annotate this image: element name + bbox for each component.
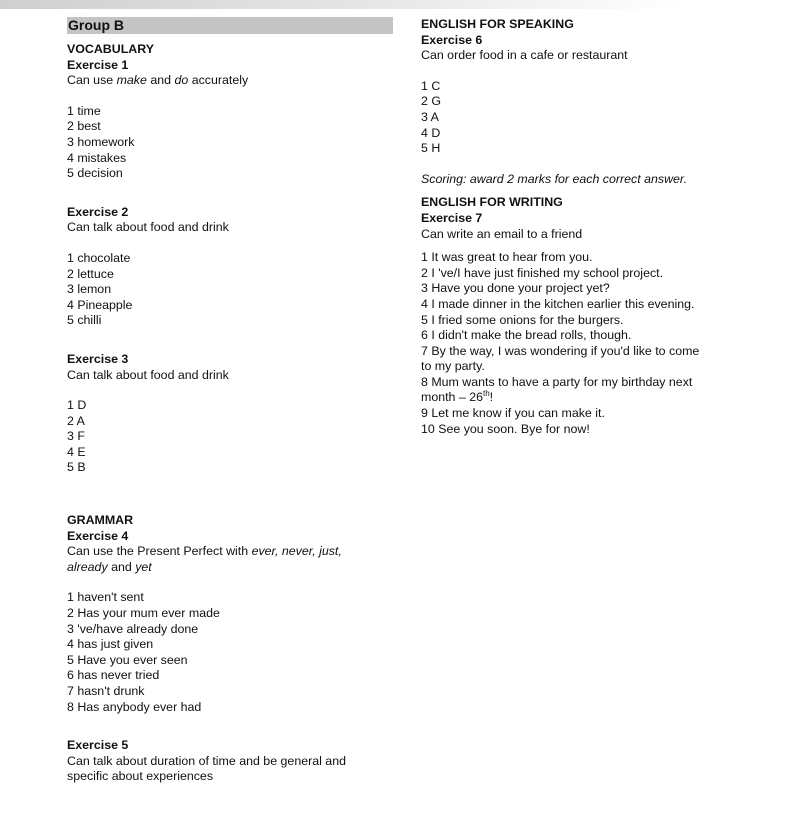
answer-item: 8 Has anybody ever had [67,699,202,714]
answer-item: 7 By the way, I was wondering if you'd like to come [421,343,700,358]
exercise-4-answers [67,590,393,715]
grammar-heading: GRAMMAR [67,513,134,528]
vocabulary-heading: VOCABULARY [67,42,154,56]
answer-item: 2 Has your mum ever made [67,606,220,621]
answer-item: 6 has never tried [67,668,160,683]
answer-item-continued: to my party. [421,359,485,374]
exercise-5-title: Exercise 5 [67,738,129,753]
answer-item: 5 I fried some onions for the burgers. [421,312,624,327]
exercise-7-answers [421,250,756,437]
exercise-4-title: Exercise 4 [67,528,129,543]
scoring-note: Scoring: award 2 marks for each correct answer. [421,171,688,186]
answer-item: 5 decision [67,166,123,181]
exercise-6-description: Can order food in a cafe or restaurant [421,48,628,63]
answer-item: 2 best [67,119,101,134]
answer-item: 4 E [67,444,86,459]
answer-item: 1 time [67,103,101,118]
answer-item: 4 D [421,125,441,140]
exercise-7-description: Can write an email to a friend [421,226,583,241]
answer-item: 2 I 've/I have just finished my school project. [421,265,664,280]
answer-item: 3 A [421,109,439,124]
answer-item: 2 lettuce [67,266,114,281]
exercise-4-description: Can use the Present Perfect with ever, never, just, already and yet [67,544,342,574]
answer-item: 9 Let me know if you can make it. [421,406,605,421]
exercise-2-title: Exercise 2 [67,204,129,219]
top-decorative-bar [0,0,810,9]
answer-item: 1 D [67,398,87,413]
answer-item: 3 lemon [67,282,112,297]
answer-item: 8 Mum wants to have a party for my birthday next [421,374,693,389]
exercise-1-answers [67,104,393,182]
exercise-6-title: Exercise 6 [421,32,483,47]
answer-item: 5 chilli [67,313,102,328]
answer-item: 4 mistakes [67,150,127,165]
exercise-3-title: Exercise 3 [67,351,129,366]
answer-item: 4 Pineapple [67,297,133,312]
answer-item: 1 haven't sent [67,590,144,605]
answer-item: 7 hasn't drunk [67,684,145,698]
exercise-3-description: Can talk about food and drink [67,367,229,382]
answer-item: 3 Have you done your project yet? [421,281,610,296]
answer-item: 3 homework [67,134,135,149]
answer-item: 1 It was great to hear from you. [421,250,593,265]
exercise-1-description: Can use make and do accurately [67,73,249,88]
exercise-7-title: Exercise 7 [421,210,483,225]
group-title: Group B [67,17,393,34]
answer-item: 2 A [67,413,85,428]
right-column [421,17,756,437]
exercise-3-answers [67,398,393,476]
answer-item: 5 H [421,141,441,156]
answer-item: 4 I made dinner in the kitchen earlier this evening. [421,296,695,311]
left-column [67,17,393,785]
exercise-6-answers [421,79,756,157]
answer-item: 1 chocolate [67,250,131,265]
answer-item-continued: month – 26th! [421,389,494,405]
exercise-1-title: Exercise 1 [67,57,129,72]
answer-item: 3 've/have already done [67,621,199,636]
speaking-heading: ENGLISH FOR SPEAKING [421,17,574,31]
answer-item: 2 G [421,94,441,109]
answer-item: 6 I didn't make the bread rolls, though. [421,328,632,343]
answer-item: 5 Have you ever seen [67,652,188,667]
answer-item: 1 C [421,78,441,93]
answer-item: 3 F [67,429,85,444]
answer-item: 10 See you soon. Bye for now! [421,421,590,436]
writing-heading: ENGLISH FOR WRITING [421,195,563,210]
exercise-2-description: Can talk about food and drink [67,220,229,235]
answer-item: 5 B [67,460,86,475]
exercise-5-description: Can talk about duration of time and be general and specific about experiences [67,753,346,784]
answer-item: 4 has just given [67,637,154,652]
exercise-2-answers [67,251,393,329]
